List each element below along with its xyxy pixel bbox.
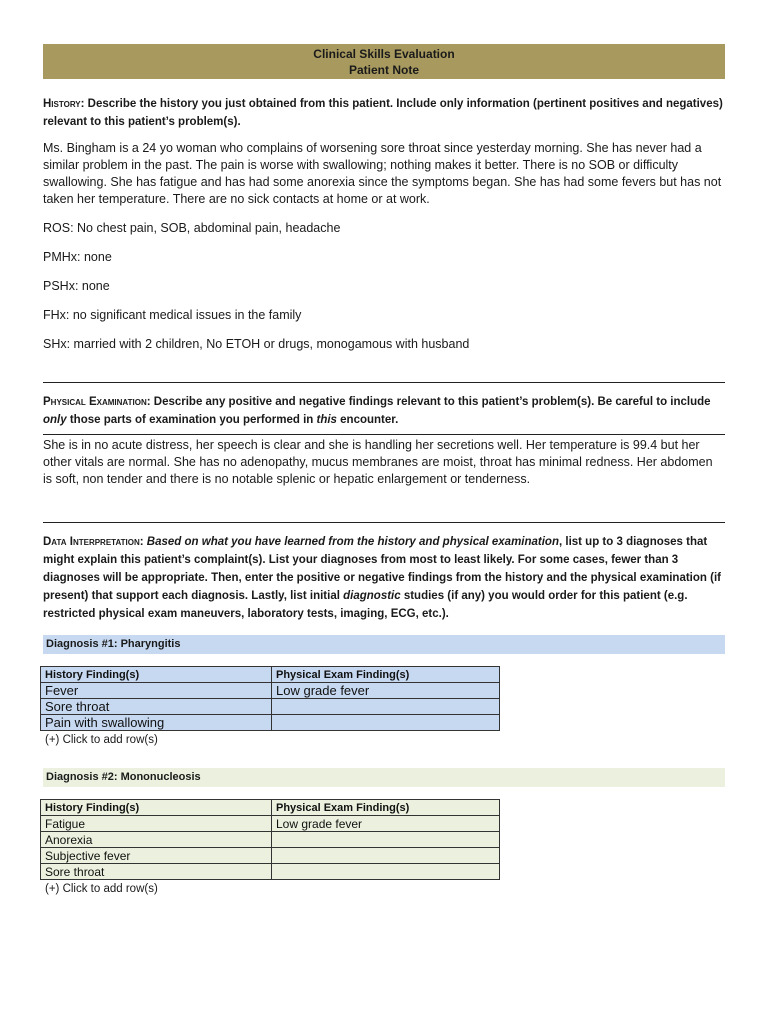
section-divider	[43, 382, 725, 383]
add-row-button[interactable]: (+) Click to add row(s)	[45, 734, 158, 746]
exam-findings-header: Physical Exam Finding(s)	[272, 800, 500, 816]
physical-exam-narrative: She is in no acute distress, her speech is clear and she is handling her secretions well. Her temperature is 99.4 but her other vitals are normal. She has no adenopathy, mucus membranes are moist, throat has minimal redness. Her abdomen is soft, non tender and there is no notable splenic or hepatic enlargement or tenderness.	[43, 438, 713, 486]
history-shx: SHx: married with 2 children, No ETOH or drugs, monogamous with husband	[43, 337, 470, 351]
physical-exam-heading-text: those parts of examination you performed in	[66, 414, 317, 426]
history-finding-cell[interactable]: Fatigue	[41, 816, 272, 832]
history-narrative: Ms. Bingham is a 24 yo woman who complains of worsening sore throat since yesterday morning. She has never had a similar problem in the past. The pain is worse with swallowing; nothing makes it better. There is no SOB or difficulty swallowing. She has fatigue and has had some anorexia since the symptoms began. She has had some fevers but has not taken her temperature. There are no sick contacts at home or at work.	[43, 141, 722, 206]
title-banner	[43, 44, 725, 79]
history-pmhx: PMHx: none	[43, 250, 112, 264]
exam-finding-cell[interactable]	[272, 699, 500, 715]
section-divider	[43, 434, 725, 435]
history-fhx: FHx: no significant medical issues in the family	[43, 308, 302, 322]
table-row	[41, 848, 500, 864]
physical-exam-heading-emphasis: this	[316, 414, 337, 426]
history-finding-cell[interactable]: Subjective fever	[41, 848, 272, 864]
diagnosis-2-bar[interactable]	[43, 768, 725, 787]
table-row	[41, 715, 500, 731]
physical-exam-heading-text: encounter.	[336, 414, 399, 426]
exam-finding-cell[interactable]: Low grade fever	[272, 683, 500, 699]
exam-finding-cell[interactable]	[272, 864, 500, 880]
history-finding-cell[interactable]: Anorexia	[41, 832, 272, 848]
history-finding-cell[interactable]: Fever	[41, 683, 272, 699]
table-row	[41, 864, 500, 880]
diagnosis-2-title: Diagnosis #2: Mononucleosis	[46, 771, 201, 783]
exam-finding-cell[interactable]	[272, 848, 500, 864]
table-header-row	[41, 667, 500, 683]
physical-exam-heading	[43, 393, 725, 429]
document-subtitle: Patient Note	[348, 62, 419, 77]
history-pshx: PSHx: none	[43, 279, 110, 293]
data-interpretation-heading	[43, 533, 725, 623]
physical-exam-entry[interactable]	[43, 437, 725, 488]
exam-findings-header: Physical Exam Finding(s)	[272, 667, 500, 683]
diagnosis-1-title: Diagnosis #1: Pharyngitis	[46, 638, 181, 650]
table-row	[41, 816, 500, 832]
data-interpretation-heading-label: Data Interpretation	[43, 536, 140, 548]
data-interpretation-heading-emphasis: diagnostic	[343, 590, 401, 602]
data-interpretation-heading-emphasis: Based on what you have learned from the history and physical examination	[146, 536, 559, 548]
history-heading	[43, 95, 725, 131]
data-interpretation-heading-text: :	[139, 536, 147, 548]
history-findings-header: History Finding(s)	[41, 667, 272, 683]
history-heading-label: History	[43, 98, 81, 110]
history-ros: ROS: No chest pain, SOB, abdominal pain, headache	[43, 221, 341, 235]
data-interpretation-heading-text: studies (if any) you would order for this patient (e.g. restricted physical exam maneuvers, laboratory tests, imaging, ECG, etc.).	[43, 590, 688, 620]
patient-note-document	[43, 44, 725, 898]
table-row	[41, 699, 500, 715]
exam-finding-cell[interactable]: Low grade fever	[272, 816, 500, 832]
exam-finding-cell[interactable]	[272, 832, 500, 848]
add-row-button[interactable]: (+) Click to add row(s)	[45, 883, 158, 895]
diagnosis-1-bar[interactable]	[43, 635, 725, 654]
history-finding-cell[interactable]: Sore throat	[41, 699, 272, 715]
history-finding-cell[interactable]: Pain with swallowing	[41, 715, 272, 731]
section-divider	[43, 522, 725, 523]
physical-exam-heading-label: Physical Examination	[43, 396, 147, 408]
document-title: Clinical Skills Evaluation	[313, 46, 455, 61]
table-header-row	[41, 800, 500, 816]
history-finding-cell[interactable]: Sore throat	[41, 864, 272, 880]
exam-finding-cell[interactable]	[272, 715, 500, 731]
diagnosis-1-findings-table	[40, 666, 500, 731]
table-row	[41, 683, 500, 699]
physical-exam-heading-emphasis: only	[43, 414, 67, 426]
diagnosis-2-findings-table	[40, 799, 500, 880]
table-row	[41, 832, 500, 848]
physical-exam-heading-text: : Describe any positive and negative findings relevant to this patient’s problem(s). Be careful to include	[146, 396, 711, 408]
history-entry[interactable]	[43, 140, 725, 353]
history-findings-header: History Finding(s)	[41, 800, 272, 816]
history-heading-instructions: : Describe the history you just obtained from this patient. Include only information (pertinent positives and negatives) relevant to this patient’s problem(s).	[43, 98, 723, 128]
data-interpretation-heading-text: , list up to 3 diagnoses that might explain this patient’s complaint(s). List your diagnoses from most to least likely. For some cases, fewer than 3 diagnoses will be appropriate. Then, enter the positive or negative findings from the history and the physical examination (if present) that support each diagnosis. Lastly, list initial	[43, 536, 721, 602]
